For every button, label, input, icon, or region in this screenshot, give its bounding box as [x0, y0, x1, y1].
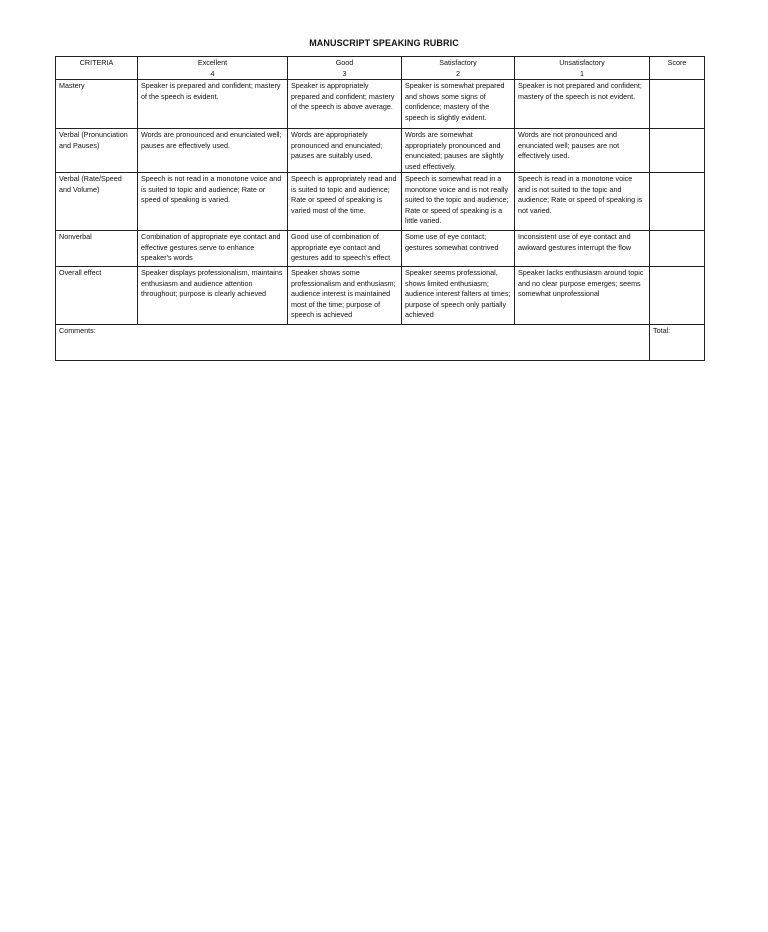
criteria-cell: Verbal (Rate/Speed and Volume) [56, 173, 138, 231]
unsatisfactory-cell: Speaker is not prepared and confident; mastery of the speech is not evident. [515, 80, 650, 129]
header-satisfactory [402, 57, 515, 80]
satisfactory-cell: Speaker seems professional, shows limited enthusiasm; audience interest falters at times; purpose of speech only partially achieved [402, 267, 515, 325]
good-cell: Speech is appropriately read and is suited to topic and audience; Rate or speed of speaking is varied most of the time. [288, 173, 402, 231]
unsatisfactory-cell: Inconsistent use of eye contact and awkward gestures interrupt the flow [515, 231, 650, 267]
header-points: 2 [456, 68, 460, 78]
header-label: Excellent [197, 58, 228, 67]
score-cell[interactable] [650, 173, 705, 231]
header-label: Good [335, 58, 354, 67]
satisfactory-cell: Speaker is somewhat prepared and shows some signs of confidence; mastery of the speech is slightly evident. [402, 80, 515, 129]
score-cell[interactable] [650, 267, 705, 325]
header-points: 3 [342, 68, 347, 78]
satisfactory-cell: Words are somewhat appropriately pronounced and enunciated; pauses are slightly used effectively. [402, 129, 515, 173]
header-good [288, 57, 402, 80]
excellent-cell: Words are pronounced and enunciated well; pauses are effectively used. [138, 129, 288, 173]
table-row [56, 173, 705, 231]
header-label: CRITERIA [79, 58, 114, 67]
header-excellent [138, 57, 288, 80]
excellent-cell: Combination of appropriate eye contact and effective gestures serve to enhance speaker's words [138, 231, 288, 267]
unsatisfactory-cell: Speaker lacks enthusiasm around topic and no clear purpose emerges; seems somewhat unprofessional [515, 267, 650, 325]
excellent-cell: Speech is not read in a monotone voice and is suited to topic and audience; Rate or speed of speaking is varied. [138, 173, 288, 231]
comments-row [56, 325, 705, 361]
good-cell: Speaker shows some professionalism and enthusiasm; audience interest is maintained most of the time; purpose of speech is achieved [288, 267, 402, 325]
good-cell: Words are appropriately pronounced and enunciated; pauses are suitably used. [288, 129, 402, 173]
comments-cell[interactable]: Comments: [56, 325, 650, 361]
criteria-cell: Overall effect [56, 267, 138, 325]
header-points: 1 [580, 68, 584, 78]
header-unsatisfactory [515, 57, 650, 80]
excellent-cell: Speaker is prepared and confident; mastery of the speech is evident. [138, 80, 288, 129]
table-row [56, 80, 705, 129]
total-cell[interactable]: Total: [650, 325, 705, 361]
score-cell[interactable] [650, 231, 705, 267]
criteria-cell: Nonverbal [56, 231, 138, 267]
header-score [650, 57, 705, 80]
unsatisfactory-cell: Words are not pronounced and enunciated well; pauses are not effectively used. [515, 129, 650, 173]
table-row [56, 231, 705, 267]
score-cell[interactable] [650, 80, 705, 129]
rubric-table [55, 56, 705, 361]
excellent-cell: Speaker displays professionalism, maintains enthusiasm and audience attention throughout; purpose is clearly achieved [138, 267, 288, 325]
score-cell[interactable] [650, 129, 705, 173]
good-cell: Speaker is appropriately prepared and confident; mastery of the speech is above average. [288, 80, 402, 129]
header-label: Score [667, 58, 687, 67]
table-row [56, 129, 705, 173]
table-row [56, 267, 705, 325]
header-label: Satisfactory [439, 58, 477, 67]
header-criteria [56, 57, 138, 80]
header-label: Unsatisfactory [559, 58, 605, 67]
header-points: 4 [210, 68, 215, 78]
criteria-cell: Mastery [56, 80, 138, 129]
satisfactory-cell: Some use of eye contact; gestures somewhat contrived [402, 231, 515, 267]
criteria-cell: Verbal (Pronunciation and Pauses) [56, 129, 138, 173]
satisfactory-cell: Speech is somewhat read in a monotone voice and is not really suited to the topic and audience; Rate or speed of speaking is a little varied. [402, 173, 515, 231]
page-title: MANUSCRIPT SPEAKING RUBRIC [309, 38, 459, 48]
unsatisfactory-cell: Speech is read in a monotone voice and is not suited to the topic and audience; Rate or speed of speaking is not varied. [515, 173, 650, 231]
header-row [56, 57, 705, 80]
good-cell: Good use of combination of appropriate eye contact and gestures add to speech's effect [288, 231, 402, 267]
